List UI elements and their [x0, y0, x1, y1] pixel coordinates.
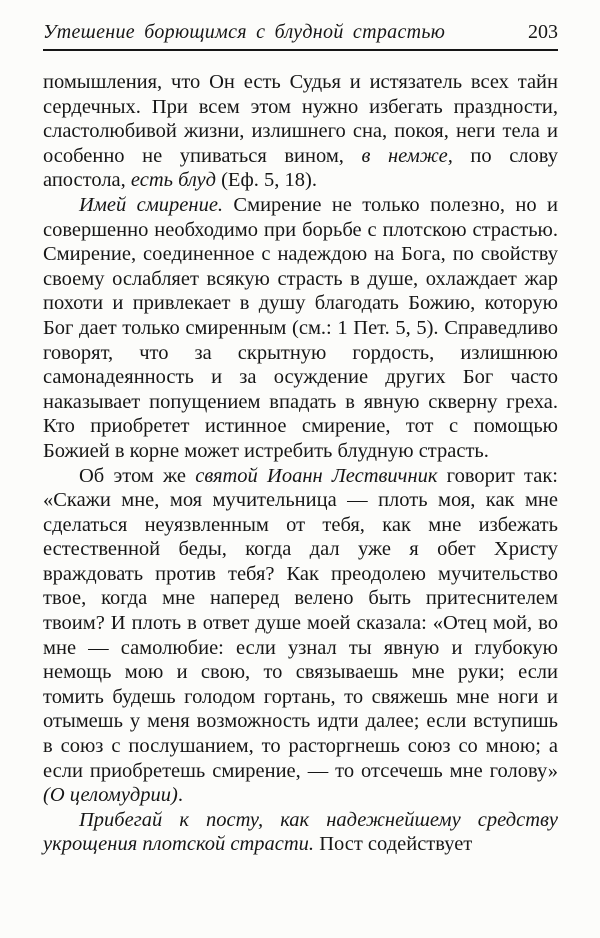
text-segment: Пост содействует	[314, 833, 473, 856]
text-segment-italic: в немже,	[361, 144, 453, 167]
running-title: Утешение борющимся с блудной страстью	[43, 21, 446, 43]
text-segment: (Еф. 5, 18).	[215, 169, 317, 192]
page-body	[43, 70, 558, 857]
text-segment-italic: (О целомудрии)	[43, 784, 178, 807]
text-segment-italic: Прибегай к посту, как надежнейшему средству укрощения плотской страсти.	[43, 808, 558, 856]
text-segment-italic: Имей смирение.	[79, 193, 224, 216]
header-rule	[43, 49, 558, 51]
page-number: 203	[528, 21, 558, 43]
text-segment: помышления, что Он есть Судья и истязатель всех тайн сердечных. При всем этом нужно избегать праздности, сластолюбивой жизни, излишнего сна, покоя, неги тела и особенно не упиваться вином,	[43, 71, 558, 167]
paragraph	[43, 70, 558, 193]
text-segment: .	[177, 784, 183, 807]
text-segment-italic: есть блуд	[130, 169, 216, 192]
paragraph	[43, 464, 558, 808]
text-segment: Об этом же	[79, 464, 196, 487]
text-segment: по слову апостола,	[43, 144, 559, 192]
paragraph	[43, 808, 558, 857]
page-header	[43, 20, 558, 44]
text-segment: Смирение не только полезно, но и совершенно необходимо при борьбе с плотскою страстью. Смирение, соединенное с надеждою на Бога, по свойству своему ослабляет всякую страсть в душе, охлаждает жар похоти и привлекает в душу благодать Божию, которую Бог дает только смиренным (см.: 1 Пет. 5, 5). Справедливо говорят, что за скрытную гордость, излишнюю самонадеянность и за осуждение других Бог часто наказывает попущением впадать в явную скверну греха. Кто приобретет истинное смирение, тот с помощью Божией в корне может истребить блудную страсть.	[43, 193, 558, 462]
text-segment-italic: святой Иоанн Лествичник	[195, 464, 438, 487]
paragraph	[43, 193, 558, 464]
text-segment: говорит так: «Скажи мне, моя мучительница — плоть моя, как мне сделаться неуязвленным от тебя, как мне избежать естественной беды, когда дал уже я обет Христу враждовать против тебя? Как преодолею мучительство твое, когда мне наперед велено быть притеснителем твоим? И плоть в ответ душе моей сказала: «Отец мой, во мне — самолюбие: если узнал ты явную и глубокую немощь мою и свою, то связываешь мне руки; если томить будешь голодом гортань, то свяжешь мне ноги и отымешь у меня возможность идти далее; если вступишь в союз с послушанием, то расторгнешь союз со мною; а если приобретешь смирение, — то отсечешь мне голову»	[43, 464, 558, 782]
